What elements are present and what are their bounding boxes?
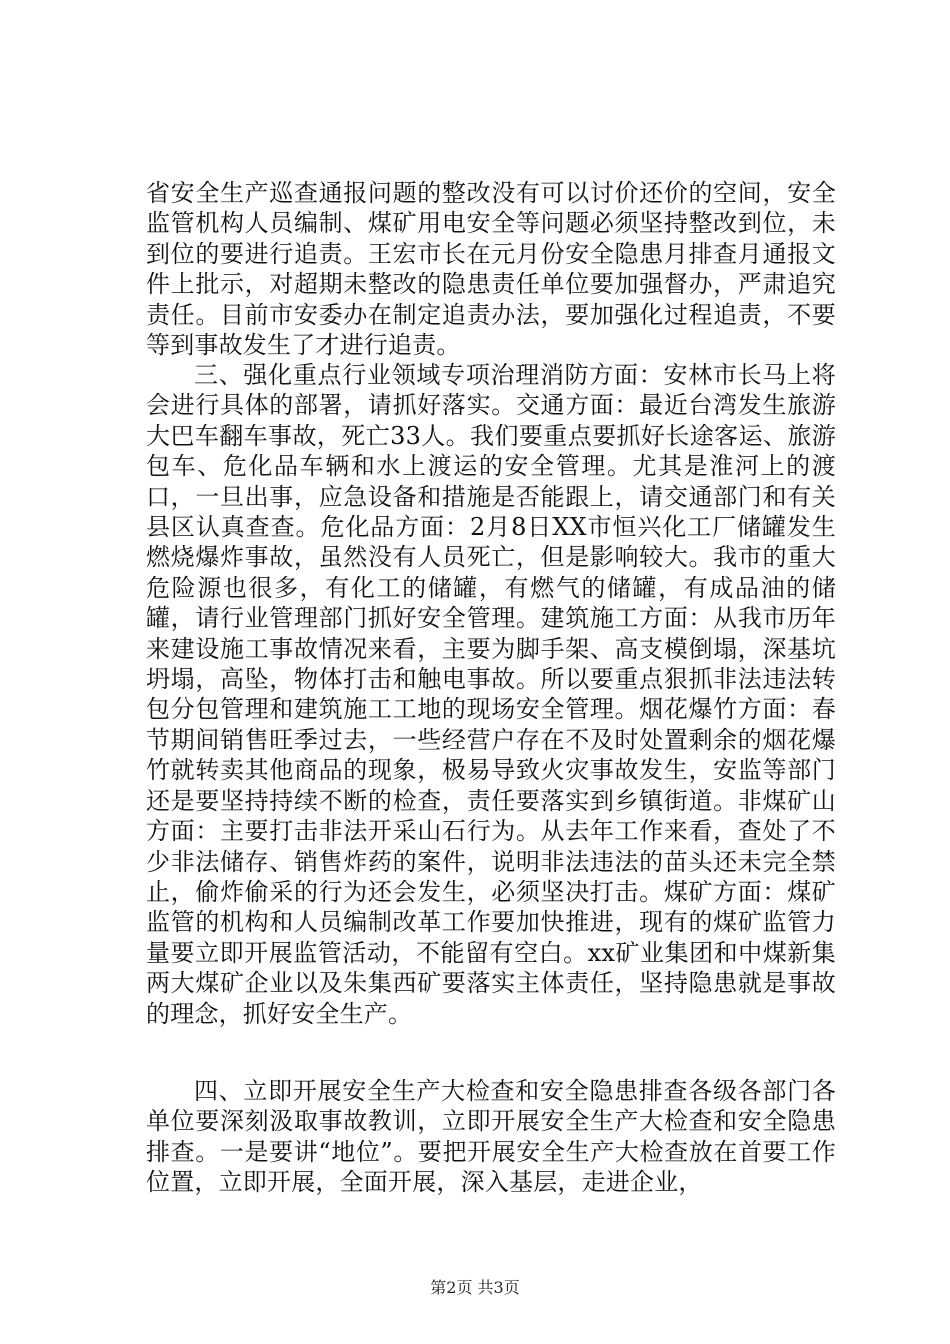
page-footer: 第2页 共3页 <box>430 1278 520 1297</box>
paragraph-accountability: 省安全生产巡查通报问题的整改没有可以讨价还价的空间，安全监管机构人员编制、煤矿用电安全等问题必须坚持整改到位，未到位的要进行追责。王宏市长在元月份安全隐患月排查月通报文件上批示，对超期未整改的隐患责任单位要加强督办，严肃追究责任。目前市安委办在制定追责办法，要加强化过程追责，不要等到事故发生了才进行追责。 <box>146 179 836 360</box>
paragraph-section-three: 三、强化重点行业领域专项治理消防方面：安林市长马上将会进行具体的部署，请抓好落实。交通方面：最近台湾发生旅游大巴车翻车事故，死亡33人。我们要重点要抓好长途客运、旅游包车、危化品车辆和水上渡运的安全管理。尤其是淮河上的渡口，一旦出事，应急设备和措施是否能跟上，请交通部门和有关县区认真查查。危化品方面：2月8日XX市恒兴化工厂储罐发生燃烧爆炸事故，虽然没有人员死亡，但是影响较大。我市的重大危险源也很多，有化工的储罐，有燃气的储罐，有成品油的储罐，请行业管理部门抓好安全管理。建筑施工方面：从我市历年来建设施工事故情况来看，主要为脚手架、高支模倒塌，深基坑坍塌，高坠，物体打击和触电事故。所以要重点狠抓非法违法转包分包管理和建筑施工工地的现场安全管理。烟花爆竹方面：春节期间销售旺季过去，一些经营户存在不及时处置剩余的烟花爆竹就转卖其他商品的现象，极易导致火灾事故发生，安监等部门还是要坚持持续不断的检查，责任要落实到乡镇街道。非煤矿山方面：主要打击非法开采山石行为。从去年工作来看，查处了不少非法储存、销售炸药的案件，说明非法违法的苗头还未完全禁止，偷炸偷采的行为还会发生，必须坚决打击。煤矿方面：煤矿监管的机构和人员编制改革工作要加快推进，现有的煤矿监管力量要立即开展监管活动，不能留有空白。xx矿业集团和中煤新集两大煤矿企业以及朱集西矿要落实主体责任，坚持隐患就是事故的理念，抓好安全生产。 <box>146 361 836 1028</box>
paragraph-section-four: 四、立即开展安全生产大检查和安全隐患排查各级各部门各单位要深刻汲取事故教训，立即开展安全生产大检查和安全隐患排查。一是要讲“地位”。要把开展安全生产大检查放在首要工作位置，立即开展，全面开展，深入基层，走进企业， <box>146 1077 836 1197</box>
